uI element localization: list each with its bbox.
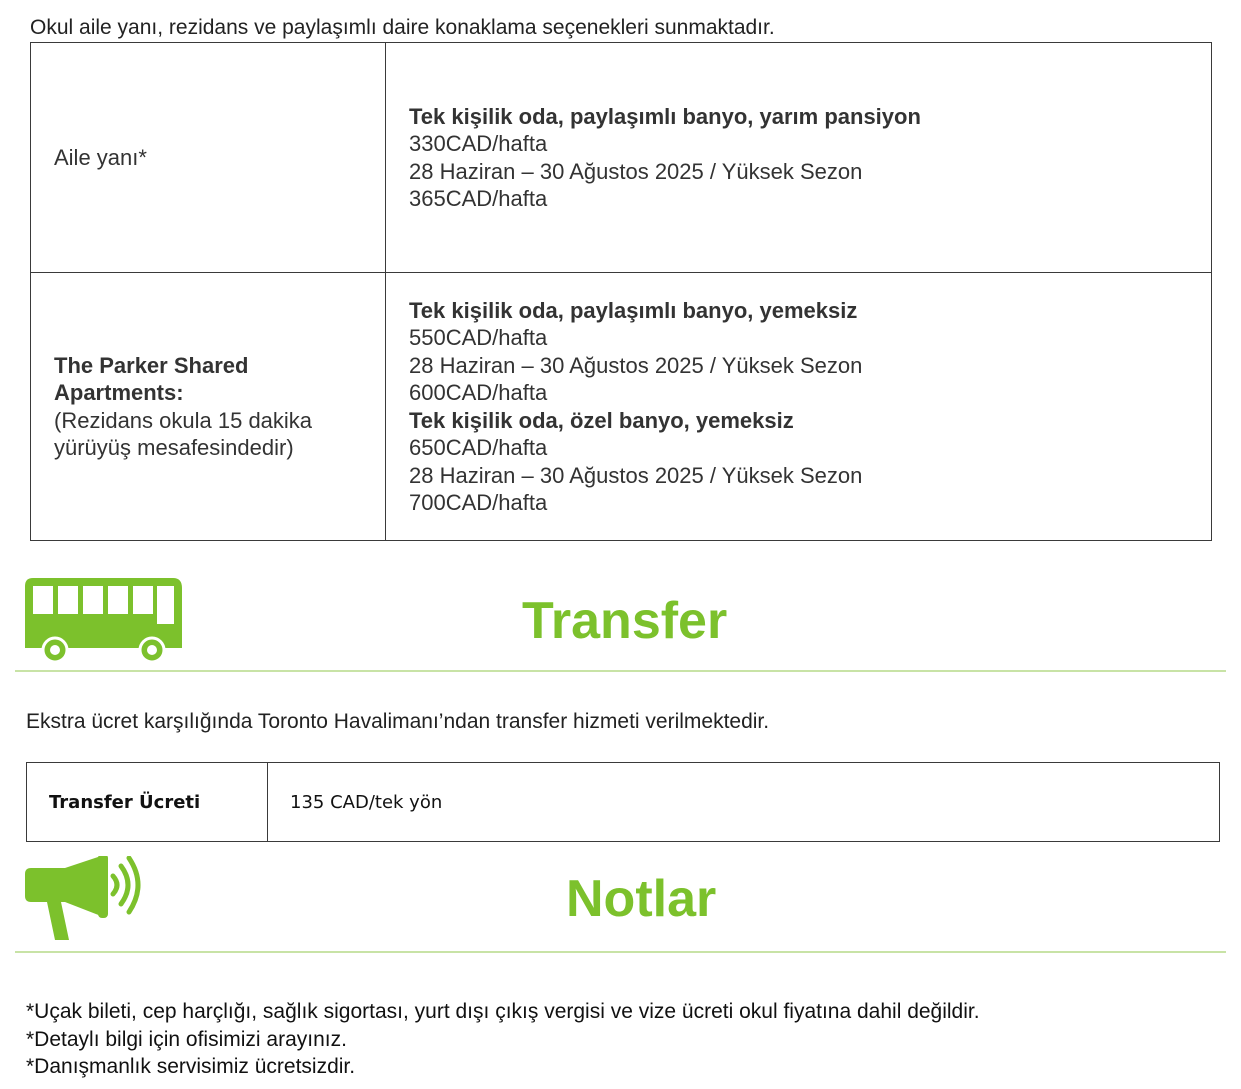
option-season: 28 Haziran – 30 Ağustos 2025 / Yüksek Sezon bbox=[409, 158, 863, 184]
note-item: *Uçak bileti, cep harçlığı, sağlık sigortası, yurt dışı çıkış vergisi ve vize ücreti okul fiyatına dahil değildir. bbox=[26, 1000, 980, 1023]
accommodation-type: Aile yanı* bbox=[54, 144, 147, 170]
section-divider bbox=[15, 951, 1226, 953]
transfer-fee-value: 135 CAD/tek yön bbox=[268, 763, 1220, 842]
section-divider bbox=[15, 670, 1226, 672]
option-season-price: 365CAD/hafta bbox=[409, 186, 548, 211]
notes-list bbox=[26, 998, 980, 1081]
option-price: 550CAD/hafta bbox=[409, 325, 548, 350]
option-season-price: 600CAD/hafta bbox=[409, 380, 548, 405]
table-row bbox=[31, 273, 1212, 541]
megaphone-icon bbox=[25, 856, 145, 942]
accommodation-options-cell bbox=[386, 273, 1212, 541]
option-title: Tek kişilik oda, paylaşımlı banyo, yemeksiz bbox=[409, 297, 858, 323]
transfer-description: Ekstra ücret karşılığında Toronto Havalimanı’ndan transfer hizmeti verilmektedir. bbox=[26, 710, 770, 733]
option-season: 28 Haziran – 30 Ağustos 2025 / Yüksek Sezon bbox=[409, 462, 863, 488]
notes-title: Notlar bbox=[566, 870, 717, 928]
accommodation-table bbox=[30, 42, 1212, 541]
option-price: 650CAD/hafta bbox=[409, 435, 548, 460]
accommodation-note: (Rezidans okula 15 dakika yürüyüş mesafesindedir) bbox=[54, 407, 313, 460]
option-title: Tek kişilik oda, özel banyo, yemeksiz bbox=[409, 407, 794, 433]
option-season-price: 700CAD/hafta bbox=[409, 490, 548, 515]
transfer-fee-label: Transfer Ücreti bbox=[27, 763, 268, 842]
accommodation-type: The Parker Shared Apartments: bbox=[54, 352, 249, 405]
intro-text: Okul aile yanı, rezidans ve paylaşımlı daire konaklama seçenekleri sunmaktadır. bbox=[30, 16, 775, 39]
table-row bbox=[27, 763, 1220, 842]
note-item: *Detaylı bilgi için ofisimizi arayınız. bbox=[26, 1027, 347, 1051]
note-item: *Danışmanlık servisimiz ücretsizdir. bbox=[26, 1055, 356, 1078]
accommodation-options-cell bbox=[386, 43, 1212, 273]
table-row bbox=[31, 43, 1212, 273]
option-price: 330CAD/hafta bbox=[409, 131, 548, 156]
transfer-table bbox=[26, 762, 1220, 842]
option-season: 28 Haziran – 30 Ağustos 2025 / Yüksek Sezon bbox=[409, 352, 863, 378]
accommodation-type-cell bbox=[31, 273, 386, 541]
transfer-title: Transfer bbox=[522, 592, 728, 650]
accommodation-type-cell bbox=[31, 43, 386, 273]
option-title: Tek kişilik oda, paylaşımlı banyo, yarım pansiyon bbox=[409, 103, 921, 129]
bus-icon bbox=[25, 578, 185, 662]
